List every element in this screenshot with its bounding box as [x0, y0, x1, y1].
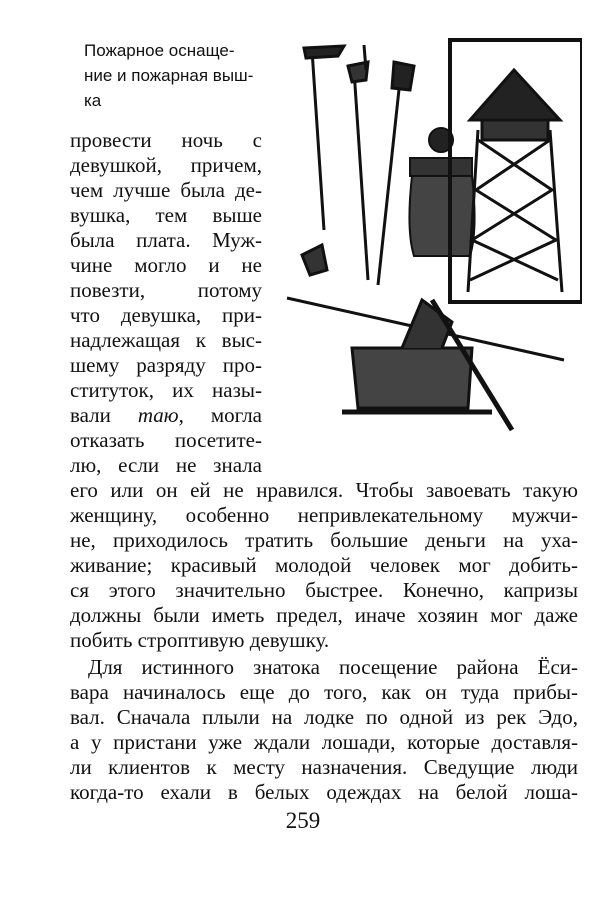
text-line: лю, если не знала [70, 453, 262, 477]
text-line: должны были иметь предел, иначе хозяин мог даже [70, 603, 578, 627]
text-line: чине могло и не [70, 253, 262, 277]
text-line: Для истинного знатока посещение района Ёси- [88, 655, 578, 679]
text-line: а у пристани уже ждали лошади, которые доставля- [70, 730, 578, 754]
text-line: побить строптивую девушку. [70, 628, 330, 652]
text-line: ституток, их назы- [70, 378, 262, 402]
fire-pump-cart [287, 298, 564, 430]
emphasized-term: таю [137, 403, 179, 427]
text-line: не, приходилось тратить большие деньги на уха- [70, 528, 578, 552]
text-line: вушка, тем выше [70, 203, 262, 227]
text-line: ся этого значительно быстрее. Конечно, капризы [70, 578, 578, 602]
text-line: живание; красивый молодой человек мог добить- [70, 553, 578, 577]
caption-line: Пожарное оснаще- [84, 41, 235, 60]
text-line: ли клиентов к месту назначения. Сведущие люди [70, 755, 578, 779]
text-line: женщину, особенно непривлекательному мужчи- [70, 503, 578, 527]
text-line: вал. Сначала плыли на лодке по одной из рек Эдо, [70, 705, 578, 729]
text-line: вара начиналось еще до того, как он туда прибы- [70, 680, 578, 704]
caption-line: ние и пожарная выш- [84, 66, 254, 85]
page-number: 259 [285, 808, 321, 833]
text-line: шему разряду про- [70, 353, 262, 377]
fire-equipment-illustration [282, 30, 582, 440]
fire-pole-tool [348, 45, 368, 280]
text-line: провести ночь с [70, 128, 262, 152]
text-line: была плата. Муж- [70, 228, 262, 252]
text-line: повезти, потому [70, 278, 262, 302]
fire-axe-tool [378, 62, 414, 285]
text-line: девушкой, причем, [70, 153, 262, 177]
text-line: отказать посетите- [70, 428, 262, 452]
text-line: когда-то ехали в белых одеждах на белой лоша- [70, 780, 578, 804]
text-line: чем лучше была де- [70, 178, 262, 202]
figure-caption [84, 38, 274, 113]
text-line: его или он ей не нравился. Чтобы завоевать такую [70, 478, 578, 502]
text-line: вали таю, могла [70, 403, 262, 427]
fire-hook-tool [302, 46, 344, 275]
text-line: что девушка, при- [70, 303, 262, 327]
text-line: надлежащая к выс- [70, 328, 262, 352]
caption-line: ка [84, 91, 102, 110]
fire-bell [409, 128, 474, 256]
